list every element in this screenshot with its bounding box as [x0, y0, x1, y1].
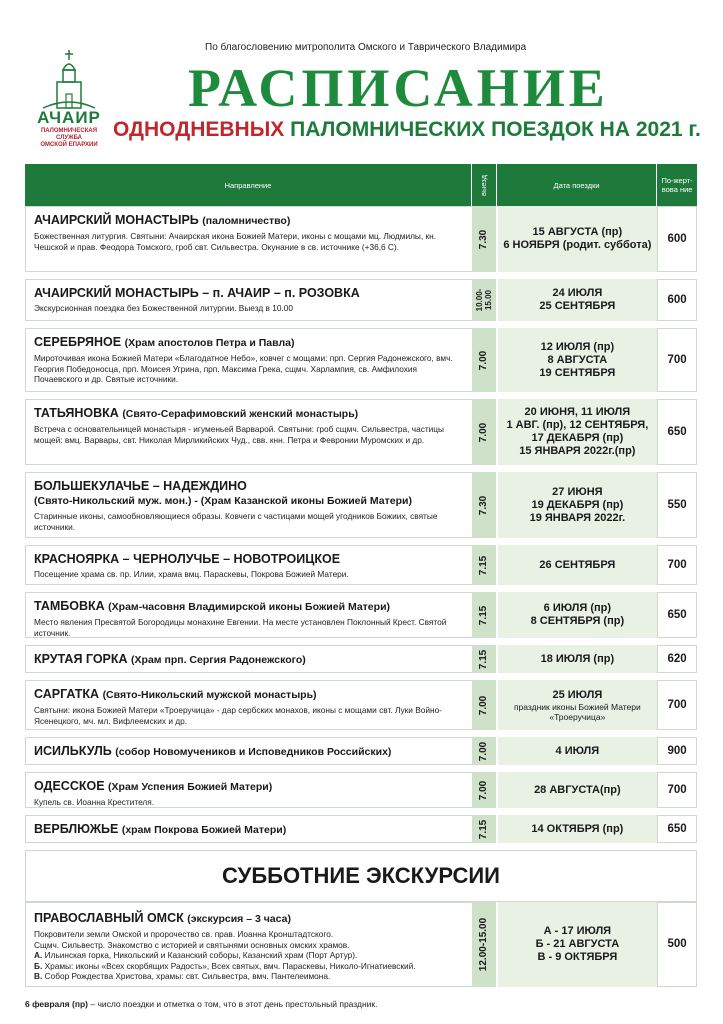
- row-departure: 7.00: [472, 772, 496, 808]
- row-price: 700: [657, 772, 697, 808]
- row-desc: Купель св. Иоанна Крестителя.: [34, 797, 155, 807]
- row-direction: [25, 680, 472, 730]
- row-direction: [25, 472, 472, 538]
- row-title: КРАСНОЯРКА – ЧЕРНОЛУЧЬЕ – НОВОТРОИЦКОЕ: [34, 552, 341, 566]
- row-date: 25 СЕНТЯБРЯ: [539, 300, 616, 312]
- footnote: 6 февраля (пр) – число поездки и отметка о том, что в этот день престольный праздник.: [25, 999, 378, 1009]
- table-row: [25, 815, 697, 850]
- row-desc: Посещение храма св. пр. Илии, храма вмц. Параскевы, Покрова Божией Матери.: [34, 569, 349, 579]
- row-dates: [496, 680, 658, 730]
- row-departure: 7.30: [472, 472, 496, 538]
- row-price: 900: [657, 737, 697, 765]
- row-date: 20 ИЮНЯ, 11 ИЮЛЯ: [524, 406, 631, 418]
- row-date: 8 АВГУСТА: [547, 353, 608, 366]
- row-price: 700: [657, 328, 697, 392]
- row-dates: [496, 772, 658, 808]
- row-desc: Божественная литургия. Святыни: Ачаирская икона Божией Матери, иконы с мощами мц. Людмилы, кн. Чешской и прав. Феодора Томского, гроб свт. Сильвестра. Окунание в св. источнике (+36,6 С).: [34, 231, 437, 252]
- church-icon: [41, 50, 97, 110]
- table-row: [25, 472, 697, 545]
- row-dates: [496, 645, 658, 673]
- page-subtitle: [113, 118, 701, 142]
- row-dates: [496, 328, 658, 392]
- row-desc: Святыни: икона Божией Матери «Троеручица» - дар сербских монахов, иконы с мощами свт. Луки Войно-Ясенецкого, мч. мл. Вифлеемских и др.: [34, 705, 442, 726]
- row-price: 700: [657, 545, 697, 585]
- excursion-price: 500: [657, 902, 697, 987]
- row-title: ИСИЛЬКУЛЬ (собор Новомучеников и Исповедников Российских): [34, 744, 392, 758]
- logo: [28, 50, 110, 150]
- row-date: 15 ЯНВАРЯ 2022г.(пр): [519, 445, 636, 457]
- section-title: СУББОТНИЕ ЭКСКУРСИИ: [25, 850, 697, 902]
- row-date: 12 ИЮЛЯ (пр): [540, 340, 615, 353]
- logo-name: АЧАИР: [37, 108, 101, 127]
- table-row: [25, 772, 697, 815]
- row-direction: [25, 206, 472, 272]
- row-direction: [25, 545, 472, 585]
- row-departure: 7.00: [472, 737, 496, 765]
- row-desc: Экскурсионная поездка без Божественной литургии. Выезд в 10.00: [34, 303, 293, 313]
- row-title: АЧАИРСКИЙ МОНАСТЫРЬ – п. АЧАИР – п. РОЗОВКА: [34, 286, 360, 300]
- excursion-title: ПРАВОСЛАВНЫЙ ОМСК (экскурсия – 3 часа): [34, 911, 291, 925]
- row-title: АЧАИРСКИЙ МОНАСТЫРЬ (паломничество): [34, 213, 291, 227]
- row-dates: [496, 279, 657, 321]
- blessing-text: По благословению митрополита Омского и Таврического Владимира: [205, 42, 527, 53]
- row-direction: [25, 815, 472, 843]
- row-price: 650: [657, 592, 697, 638]
- row-dates: [496, 737, 658, 765]
- col-donation: По-жерт-вова ние: [656, 164, 697, 206]
- row-dates: [496, 545, 658, 585]
- row-direction: [25, 772, 472, 808]
- table-header: [25, 164, 697, 206]
- row-direction: [25, 737, 472, 765]
- excursion-time: 12.00-15.00: [472, 902, 496, 987]
- row-date: 25 ИЮЛЯ: [552, 688, 603, 701]
- table-row: [25, 680, 697, 737]
- row-date: 28 АВГУСТА(пр): [534, 783, 621, 796]
- page-title: РАСПИСАНИЕ: [188, 58, 609, 118]
- row-date-note: праздник иконы Божией Матери «Троеручица»: [513, 701, 641, 722]
- row-date: 6 ИЮЛЯ (пр): [543, 602, 612, 614]
- row-date: 27 ИЮНЯ: [552, 485, 603, 498]
- table-row: [25, 328, 697, 399]
- row-price: 650: [657, 815, 697, 843]
- row-price: 620: [657, 645, 697, 673]
- row-price: 550: [657, 472, 697, 538]
- col-departure: выезд: [471, 164, 496, 206]
- row-dates: [496, 815, 658, 843]
- row-title: ТАМБОВКА (Храм-часовня Владимирской иконы Божией Матери): [34, 599, 391, 613]
- row-date: 19 ДЕКАБРЯ (пр): [531, 498, 624, 511]
- row-dates: [496, 592, 658, 638]
- row-date: 8 СЕНТЯБРЯ (пр): [530, 615, 625, 627]
- subtitle-red: ОДНОДНЕВНЫХ: [113, 118, 285, 141]
- row-date: 17 ДЕКАБРЯ (пр): [531, 432, 624, 444]
- row-departure: 7.15: [472, 545, 496, 585]
- row-title-2: (Свято-Никольский муж. мон.) - (Храм Казанской иконы Божией Матери): [34, 495, 412, 507]
- row-direction: [25, 328, 472, 392]
- excursion-direction: [25, 902, 472, 987]
- table-row: [25, 279, 697, 328]
- row-date: 1 АВГ. (пр), 12 СЕНТЯБРЯ,: [506, 419, 649, 431]
- table-body: [25, 206, 697, 850]
- row-desc: Старинные иконы, самообновляющиеся образы. Ковчеги с частицами мощей угодников Божиих, святые источники.: [34, 511, 438, 532]
- excursion-dates: А - 17 ИЮЛЯ Б - 21 АВГУСТА В - 9 ОКТЯБРЯ: [496, 902, 657, 987]
- row-desc: Мироточивая икона Божией Матери «Благодатное Небо», ковчег с мощами: прп. Сергия Радонежского, вмч. Георгия Победоносца, прп. Моисея Угрина, прп. Максима Грека, сщмч. Харлампия, св. Амфилохия Почаевского и др. Святые источники.: [34, 353, 453, 384]
- row-date: 6 НОЯБРЯ (родит. суббота): [503, 239, 652, 251]
- row-date: 14 ОКТЯБРЯ (пр): [531, 822, 624, 835]
- schedule-table: [25, 164, 697, 987]
- row-price: 700: [657, 680, 697, 730]
- row-departure: 7.00: [472, 328, 496, 392]
- row-departure: 10.00-15.00: [472, 279, 496, 321]
- subtitle-green: ПАЛОМНИЧЕСКИХ ПОЕЗДОК НА 2021 г.: [290, 118, 701, 141]
- row-date: 19 ЯНВАРЯ 2022г.: [529, 511, 626, 524]
- row-date: 19 СЕНТЯБРЯ: [539, 366, 616, 379]
- row-dates: [496, 472, 658, 538]
- table-row: [25, 545, 697, 592]
- row-title: СЕРЕБРЯНОЕ (Храм апостолов Петра и Павла): [34, 335, 295, 349]
- table-row: [25, 645, 697, 680]
- col-direction: Направление: [224, 180, 272, 190]
- row-date: 18 ИЮЛЯ (пр): [540, 652, 615, 665]
- row-dates: [496, 206, 658, 272]
- row-price: 600: [657, 279, 697, 321]
- logo-sub-2: ОМСКОЙ ЕПАРХИИ: [40, 142, 98, 148]
- excursion-row: [25, 902, 697, 987]
- row-desc: Встреча с основательницей монастыря - игуменьей Варварой. Святыни: гроб сщмч. Сильвестра, частицы мощей: вмц. Варвары, свт. Николая Мирликийских Чуд., свв. кнн. Петра и Февронии Муромских и др.: [34, 424, 445, 445]
- row-date: 24 ИЮЛЯ: [552, 287, 603, 299]
- row-title: БОЛЬШЕКУЛАЧЬЕ – НАДЕЖДИНО: [34, 479, 247, 493]
- row-title: ТАТЬЯНОВКА (Свято-Серафимовский женский монастырь): [34, 406, 359, 420]
- row-title: ОДЕССКОЕ (Храм Успения Божией Матери): [34, 779, 273, 793]
- excursion-desc: Покровители земли Омской и пророчество св. прав. Иоанна Кронштадтского. Сщмч. Сильвестр. Знакомство с историей и святынями основных омских храмов. А. Ильинская горка, Никольский и Казанский соборы, Казанский храм (Порт Артур). Б. Храмы: иконы «Всех скорбящих Радость», Всех святых, вмч. Параскевы, Николо-Игнатиевский. В. Собор Рождества Христова, храмы: свт. Сильвестра, вмч. Пантелеимона.: [34, 929, 416, 981]
- row-direction: [25, 279, 472, 321]
- row-dates: [496, 399, 658, 465]
- table-row: [25, 592, 697, 645]
- logo-sub-1: ПАЛОМНИЧЕСКАЯ СЛУЖБА: [40, 128, 98, 141]
- row-departure: 7.30: [472, 206, 496, 272]
- row-title: САРГАТКА (Свято-Никольский мужской монастырь): [34, 687, 317, 701]
- row-departure: 7.00: [472, 680, 496, 730]
- row-price: 650: [657, 399, 697, 465]
- row-title: ВЕРБЛЮЖЬЕ (храм Покрова Божией Матери): [34, 822, 287, 836]
- row-direction: [25, 592, 472, 638]
- row-title: КРУТАЯ ГОРКА (Храм прп. Сергия Радонежского): [34, 652, 306, 666]
- table-row: [25, 206, 697, 279]
- row-direction: [25, 399, 472, 465]
- row-direction: [25, 645, 472, 673]
- row-departure: 7.15: [472, 592, 496, 638]
- table-row: [25, 737, 697, 772]
- row-price: 600: [657, 206, 697, 272]
- row-date: 26 СЕНТЯБРЯ: [539, 558, 616, 571]
- row-desc: Место явления Пресвятой Богородицы монахине Евгении. На месте установлен Поклонный Крест. Святой источник.: [34, 617, 447, 638]
- row-departure: 7.15: [472, 815, 496, 843]
- table-row: [25, 399, 697, 472]
- col-date: Дата поездки: [496, 164, 656, 206]
- row-departure: 7.15: [472, 645, 496, 673]
- row-date: 4 ИЮЛЯ: [555, 744, 600, 757]
- row-departure: 7.00: [472, 399, 496, 465]
- row-date: 15 АВГУСТА (пр): [532, 226, 623, 238]
